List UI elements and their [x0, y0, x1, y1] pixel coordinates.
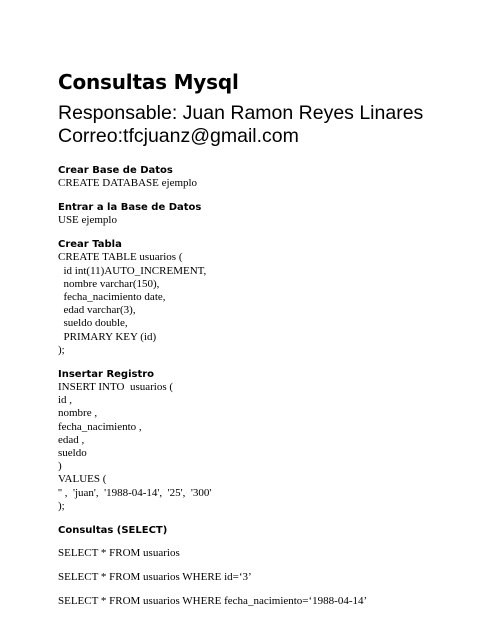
- code-line: PRIMARY KEY (id): [58, 330, 157, 343]
- section-heading: Consultas (SELECT): [58, 525, 168, 537]
- code-line: id int(11)AUTO_INCREMENT,: [58, 264, 207, 277]
- code-line: ): [58, 460, 62, 473]
- code-line: nombre varchar(150),: [58, 277, 160, 290]
- code-line: CREATE TABLE usuarios (: [58, 251, 183, 264]
- query-line: SELECT * FROM usuarios WHERE fecha_nacimiento=‘1988-04-14’: [58, 595, 368, 608]
- code-line: CREATE DATABASE ejemplo: [58, 177, 198, 189]
- section-crear-tabla: [58, 238, 478, 357]
- section-consultas-select: [58, 524, 478, 608]
- code-line: edad varchar(3),: [58, 304, 136, 317]
- section-heading: Insertar Registro: [58, 369, 155, 381]
- code-line: fecha_nacimiento ,: [58, 420, 142, 433]
- code-line: );: [58, 343, 65, 356]
- query-line: SELECT * FROM usuarios WHERE id=‘3’: [58, 571, 252, 584]
- document-page: [58, 70, 478, 608]
- code-line: VALUES (: [58, 473, 107, 486]
- code-line: edad ,: [58, 433, 85, 446]
- section-insertar-registro: [58, 368, 478, 513]
- section-entrar-base: [58, 201, 478, 227]
- correo-line: Correo:tfcjuanz@gmail.com: [58, 125, 299, 147]
- query-line: SELECT * FROM usuarios: [58, 547, 180, 560]
- code-line: fecha_nacimiento date,: [58, 291, 166, 304]
- code-line: '' , 'juan', '1988-04-14', '25', '300': [58, 486, 212, 499]
- section-heading: Entrar a la Base de Datos: [58, 202, 202, 214]
- code-line: id ,: [58, 394, 73, 407]
- code-line: INSERT INTO usuarios (: [58, 381, 174, 394]
- section-heading: Crear Base de Datos: [58, 165, 173, 176]
- section-heading: Crear Tabla: [58, 239, 122, 251]
- code-line: nombre ,: [58, 407, 98, 420]
- code-line: );: [58, 499, 65, 512]
- code-line: USE ejemplo: [58, 214, 117, 227]
- document-title: Consultas Mysql: [58, 70, 239, 94]
- responsable-line: Responsable: Juan Ramon Reyes Linares: [58, 102, 424, 124]
- code-line: sueldo: [58, 447, 87, 460]
- section-crear-base: [58, 164, 478, 190]
- code-line: sueldo double,: [58, 317, 128, 330]
